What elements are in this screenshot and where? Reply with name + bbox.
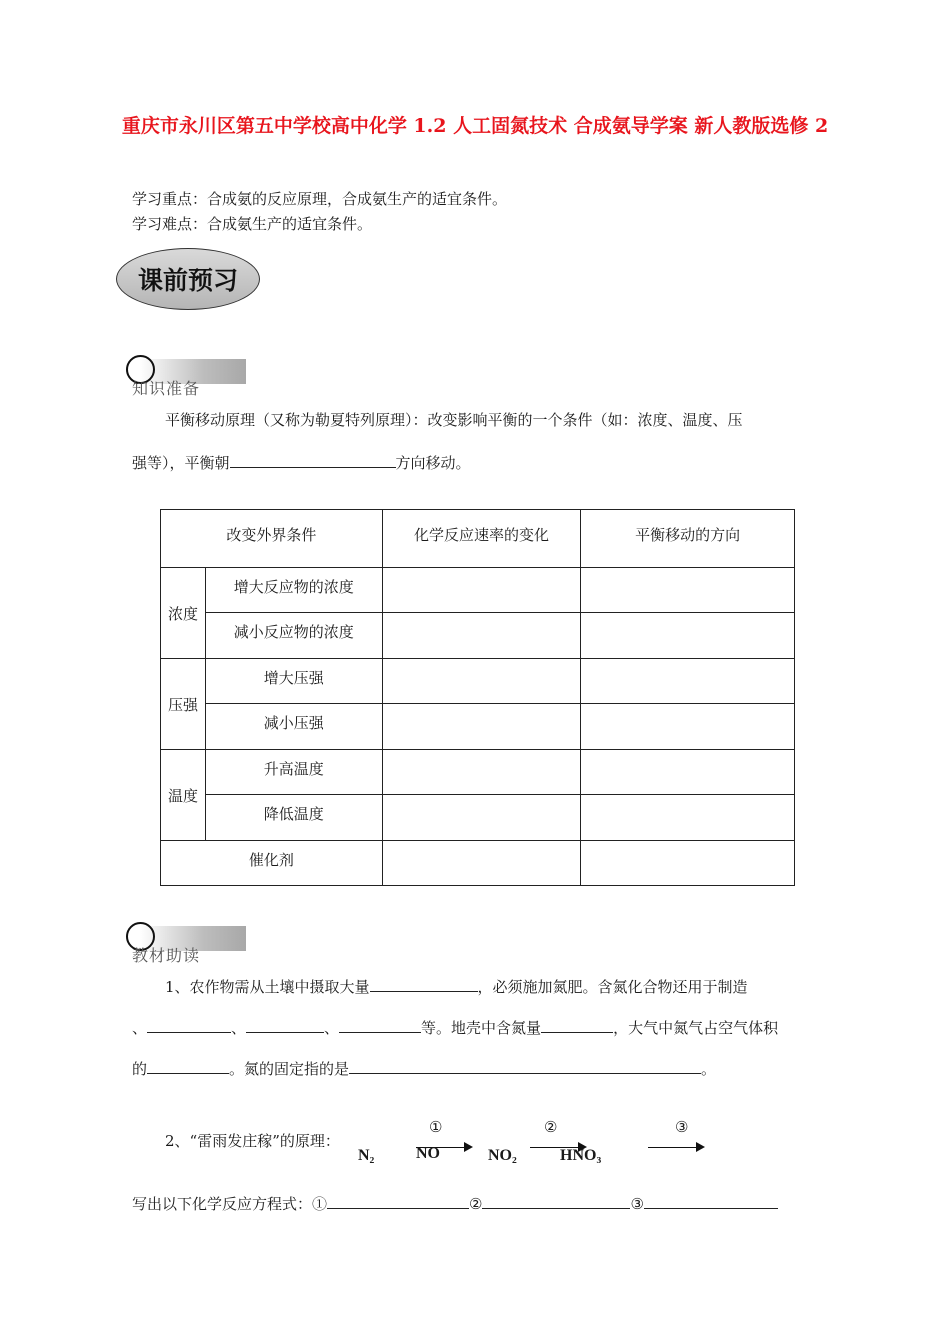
row-label: 催化剂 [161,841,383,886]
row-label: 增大反应物的浓度 [205,568,382,613]
answer-cell[interactable] [581,750,795,795]
table-row [161,659,795,704]
preview-badge-label: 课前预习 [137,266,238,295]
answer-cell[interactable] [382,613,581,659]
answer-blank[interactable] [349,1057,701,1074]
step-number: ① [429,1118,443,1136]
answer-cell[interactable] [382,704,581,750]
answer-cell[interactable] [581,704,795,750]
header-direction: 平衡移动的方向 [581,510,795,568]
q3-text: ③ [630,1195,644,1213]
answer-cell[interactable] [581,659,795,704]
question1-line3 [132,1057,716,1079]
answer-blank[interactable] [339,1016,421,1033]
q3-text: 写出以下化学反应方程式：① [132,1195,328,1213]
species-no: NO [416,1145,440,1162]
table-row [161,750,795,795]
answer-cell[interactable] [382,568,581,613]
answer-cell[interactable] [382,795,581,841]
answer-blank[interactable] [246,1016,324,1033]
answer-blank[interactable] [482,1192,630,1209]
table-row [161,568,795,613]
step-number: ③ [675,1118,689,1136]
group-label: 浓度 [161,568,206,659]
step-number: ② [544,1118,558,1136]
answer-blank[interactable] [230,451,396,468]
q1-text: ，大气中氮气占空气体积 [613,1019,779,1037]
conditions-table [160,509,795,886]
table-row [161,841,795,886]
question2-label: 2、“雷雨发庄稼”的原理： [165,1132,340,1150]
principle-text-a: 强等），平衡朝 [132,454,230,472]
species-n2: N₂ [358,1147,375,1164]
answer-cell[interactable] [581,613,795,659]
q1-text: 、 [324,1019,340,1037]
q1-text: 、 [231,1019,247,1037]
section2-label: 教材助读 [132,946,201,965]
answer-blank[interactable] [147,1016,231,1033]
answer-cell[interactable] [581,568,795,613]
answer-cell[interactable] [382,841,581,886]
answer-blank[interactable] [370,975,478,992]
table-row [161,795,795,841]
row-label: 减小压强 [205,704,382,750]
group-label: 压强 [161,659,206,750]
preview-badge [116,248,260,310]
answer-blank[interactable] [644,1192,778,1209]
answer-blank[interactable] [327,1192,469,1209]
species-no2: NO₂ [488,1147,517,1164]
answer-blank[interactable] [147,1057,229,1074]
header-condition: 改变外界条件 [161,510,383,568]
header-rate: 化学反应速率的变化 [382,510,581,568]
q1-text: 。 [701,1060,717,1078]
row-label: 升高温度 [205,750,382,795]
table-row [161,613,795,659]
principle-line1: 平衡移动原理（又称为勒夏特列原理）：改变影响平衡的一个条件（如：浓度、温度、压 [165,411,743,429]
question3-line [132,1192,778,1214]
q1-text: 的 [132,1060,148,1078]
difficulty-text: 学习难点：合成氨生产的适宜条件。 [132,215,373,233]
arrow-shaft [648,1147,698,1148]
answer-cell[interactable] [581,841,795,886]
species-hno3: HNO₃ [560,1147,602,1164]
q1-text: ，必须施加氮肥。含氮化合物还用于制造 [477,978,748,996]
arrow-right-icon [696,1142,705,1152]
row-label: 降低温度 [205,795,382,841]
question1-line2 [132,1016,778,1038]
q1-text: 1、农作物需从土壤中摄取大量 [165,978,370,996]
question1-line1 [165,975,748,997]
principle-text-b: 方向移动。 [395,454,471,472]
q1-text: 。氮的固定指的是 [229,1060,350,1078]
row-label: 减小反应物的浓度 [205,613,382,659]
answer-cell[interactable] [382,659,581,704]
answer-cell[interactable] [581,795,795,841]
section1-label: 知识准备 [132,379,201,398]
answer-blank[interactable] [541,1016,613,1033]
principle-line2 [132,451,471,473]
q1-text: 等。地壳中含氮量 [421,1019,542,1037]
row-label: 增大压强 [205,659,382,704]
table-row [161,704,795,750]
group-label: 温度 [161,750,206,841]
table-header-row [161,510,795,568]
q3-text: ② [469,1195,483,1213]
answer-cell[interactable] [382,750,581,795]
arrow-right-icon [464,1142,473,1152]
q1-text: 、 [132,1019,148,1037]
key-point-text: 学习重点：合成氨的反应原理，合成氨生产的适宜条件。 [132,190,508,208]
document-title: 重庆市永川区第五中学校高中化学 1.2 人工固氮技术 合成氨导学案 新人教版选修 2 [121,115,829,137]
